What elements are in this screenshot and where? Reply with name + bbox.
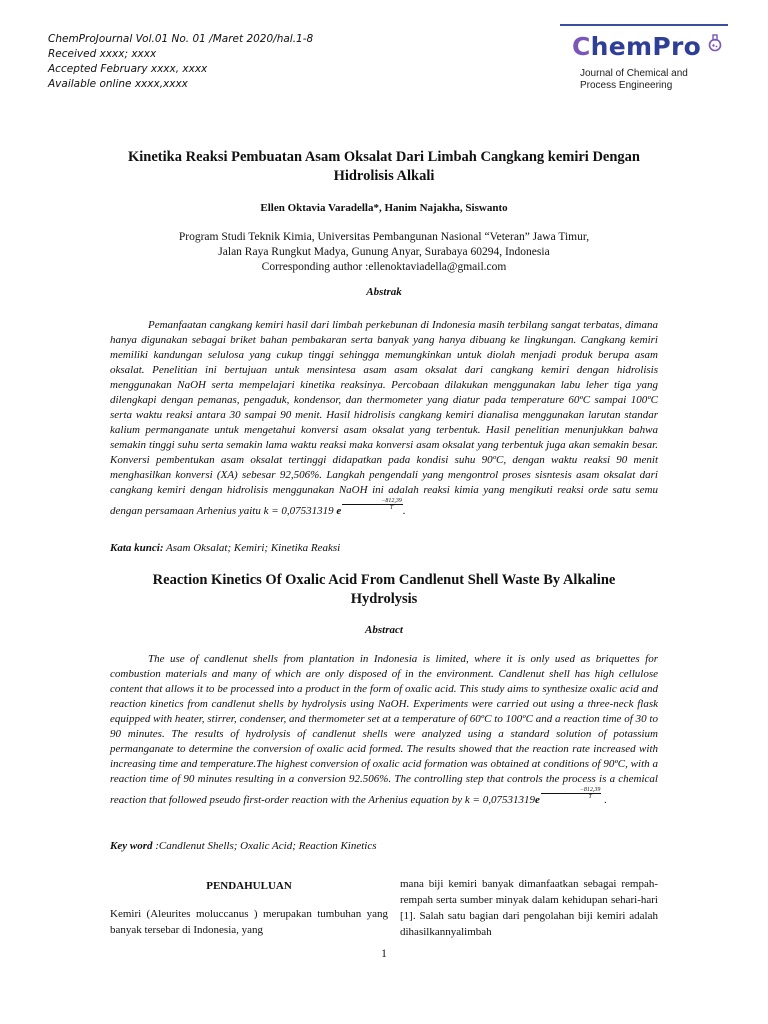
paper-title-id: [60, 148, 708, 186]
abstract-text: The use of candlenut shells from plantation in Indonesia is limited, where it is only used as briquettes for combustion materials and many of which are only disposed of in the environment. Candlenut shell has high cellulose content that allows it to be processed into a product in the form of oxalic acid. This study aims to synthesize oxalic acid and reaction kinetics from candlenut shells by hydrolysis using NaOH. Experiments were carried out using a three-neck flask equipped with heater, stirrer, condenser, and thermometer set at a temperature of 60ºC to 100ºC and a reaction time of 30 to 90 minutes. The results of hydrolysis of candlenut shells were analyzed using a standard solution of potassium permanganate to determine the conversion of oxalic acid formed. The results showed that the reaction rate increased with increasing time and temperature.The highest conversion of oxalic acid formation was obtained at conditions of 90ºC, with a reaction time of 90 minutes resulting in a conversion 92.506%. The controlling step that controls the process is a chemical reaction that followed: [110, 653, 658, 806]
accepted-line: Accepted February xxxx, xxxx: [48, 63, 208, 75]
abstract-body: [110, 652, 658, 808]
abstrak-formula-suffix: .: [402, 505, 406, 517]
abstrak-formula: [196, 498, 406, 517]
flask-icon: [708, 34, 722, 52]
abstract-formula: [209, 787, 607, 806]
kata-kunci-label: Kata kunci:: [110, 542, 164, 554]
paper-title-en-line-2: Hydrolysis: [350, 591, 418, 607]
page-number: 1: [381, 948, 387, 960]
keywords: [110, 840, 658, 852]
paper-title-en-line-1: Reaction Kinetics Of Oxalic Acid From Candlenut Shell Waste By Alkaline: [152, 572, 616, 588]
formula-exponent-numerator-en: −812,39: [541, 787, 602, 794]
body-left-column: [110, 878, 388, 938]
right-column-paragraph: mana biji kemiri banyak dimanfaatkan sebagai rempah-rempah serta sumber minyak dalam kehidupan sehari-hari [1]. Salah satu bagian dari pengolahan biji kemiri adalah dihasilkannyalimbah: [400, 878, 658, 938]
abstrak-body: [110, 318, 658, 519]
abstract-heading: Abstract: [365, 624, 403, 636]
logo-subtitle-line-1: Journal of Chemical and: [580, 68, 688, 79]
abstrak-heading: Abstrak: [366, 286, 402, 298]
left-column-paragraph: Kemiri (Aleurites moluccanus ) merupakan tumbuhan yang banyak tersebar di Indonesia, yang: [110, 908, 388, 936]
abstrak-text: Pemanfaatan cangkang kemiri hasil dari limbah perkebunan di Indonesia masih terbilang sangat terbatas, dimana hanya digunakan sebagai briket bahan pembakaran serta banyak yang hanya dibuang ke lingkungan. Cangkang kemiri memiliki kandungan selulosa yang cukup tinggi sehingga memungkinkan untuk diolah menjadi produk berupa asam oksalat. Penelitian ini bertujuan untuk mensintesa asam asam oksalat dari cangkang kemiri dengan hidrolisis menggunakan NaOH serta mempelajari kinetika reaksinya. Percobaan dilakukan menggunakan labu leher tiga yang dilengkapi dengan pemanas, pengaduk, kondensor, dan thermometer yang diatur pada temperature 60ºC sampai 100ºC serta waktu reaksi antara 30 sampai 90 menit. Hasil hidrolisis cangkang kemiri dianalisa menggunakan larutan standar kalium permanganate untuk mengetahui konversi asam oksalat yang terbentuk. Hasil penelitian menunjukkan bahwa semakin tinggi suhu serta semakin lama waktu reaksi maka konversi asam oksalat yang terbentuk juga akan semakin besar. Konversi pembentukan asam oksalat tertinggi didapatkan pada kondisi suhu 90ºC, dengan waktu reaksi 90 menit menghasilkan konversi (XA) sebesar 92,506%. Langkah pengendali yang mengontrol proses sisntesis asam oksalat dari cangkang kemiri dengan hidrolisis menggunakan NaOH ini adalah reaksi kimia yang mengikuti reaksi orde satu semu dengan persamaan: [110, 319, 658, 517]
body-right-column: [400, 876, 658, 940]
corresponding-author: Corresponding author :ellenoktaviadella@gmail.com: [261, 261, 507, 273]
formula-exponent: [342, 498, 403, 511]
abstract-formula-prefix: pseudo first-order reaction with the Arhenius equation by k = 0,07531319: [209, 794, 535, 806]
journal-meta: [48, 32, 313, 92]
abstrak-formula-prefix: Arhenius yaitu k = 0,07531319: [196, 505, 337, 517]
formula-exponent-numerator: −812,39: [342, 498, 403, 505]
keywords-value: :Candlenut Shells; Oxalic Acid; Reaction Kinetics: [152, 840, 377, 852]
affiliation: [60, 230, 708, 275]
logo-brand: [572, 32, 701, 61]
logo-subtitle: [580, 68, 688, 92]
formula-e-en: e: [534, 794, 540, 806]
journal-logo: [560, 24, 728, 94]
kata-kunci-value: Asam Oksalat; Kemiri; Kinetika Reaksi: [163, 542, 341, 554]
formula-exponent-denominator-en: T: [588, 794, 592, 800]
formula-e: e: [336, 505, 342, 517]
paper-title-id-line-1: Kinetika Reaksi Pembuatan Asam Oksalat Dari Limbah Cangkang kemiri Dengan: [128, 149, 640, 165]
keywords-label: Key word: [110, 840, 153, 852]
kata-kunci: [110, 542, 658, 554]
affiliation-line-1: Program Studi Teknik Kimia, Universitas Pembangunan Nasional “Veteran” Jawa Timur,: [178, 231, 590, 243]
available-online-line: Available online xxxx,xxxx: [48, 78, 188, 90]
paper-title-id-line-2: Hidrolisis Alkali: [333, 168, 435, 184]
logo-brand-lead: C: [572, 32, 591, 61]
section-heading-pendahuluan: PENDAHULUAN: [206, 880, 292, 892]
journal-volume-line: ChemProJournal Vol.01 No. 01 /Maret 2020/hal.1-8: [48, 33, 314, 45]
author-list: Ellen Oktavia Varadella*, Hanim Najakha, Siswanto: [260, 202, 508, 214]
logo-rule: [560, 24, 728, 26]
affiliation-line-2: Jalan Raya Rungkut Madya, Gunung Anyar, Surabaya 60294, Indonesia: [218, 246, 550, 258]
abstract-formula-suffix: .: [601, 794, 607, 806]
received-line: Received xxxx; xxxx: [48, 48, 157, 60]
logo-brand-rest: hemPro: [590, 32, 702, 61]
formula-exponent-denominator: T: [389, 505, 394, 511]
logo-subtitle-line-2: Process Engineering: [580, 80, 673, 91]
formula-exponent-en: [541, 787, 602, 800]
paper-title-en: [60, 571, 708, 609]
